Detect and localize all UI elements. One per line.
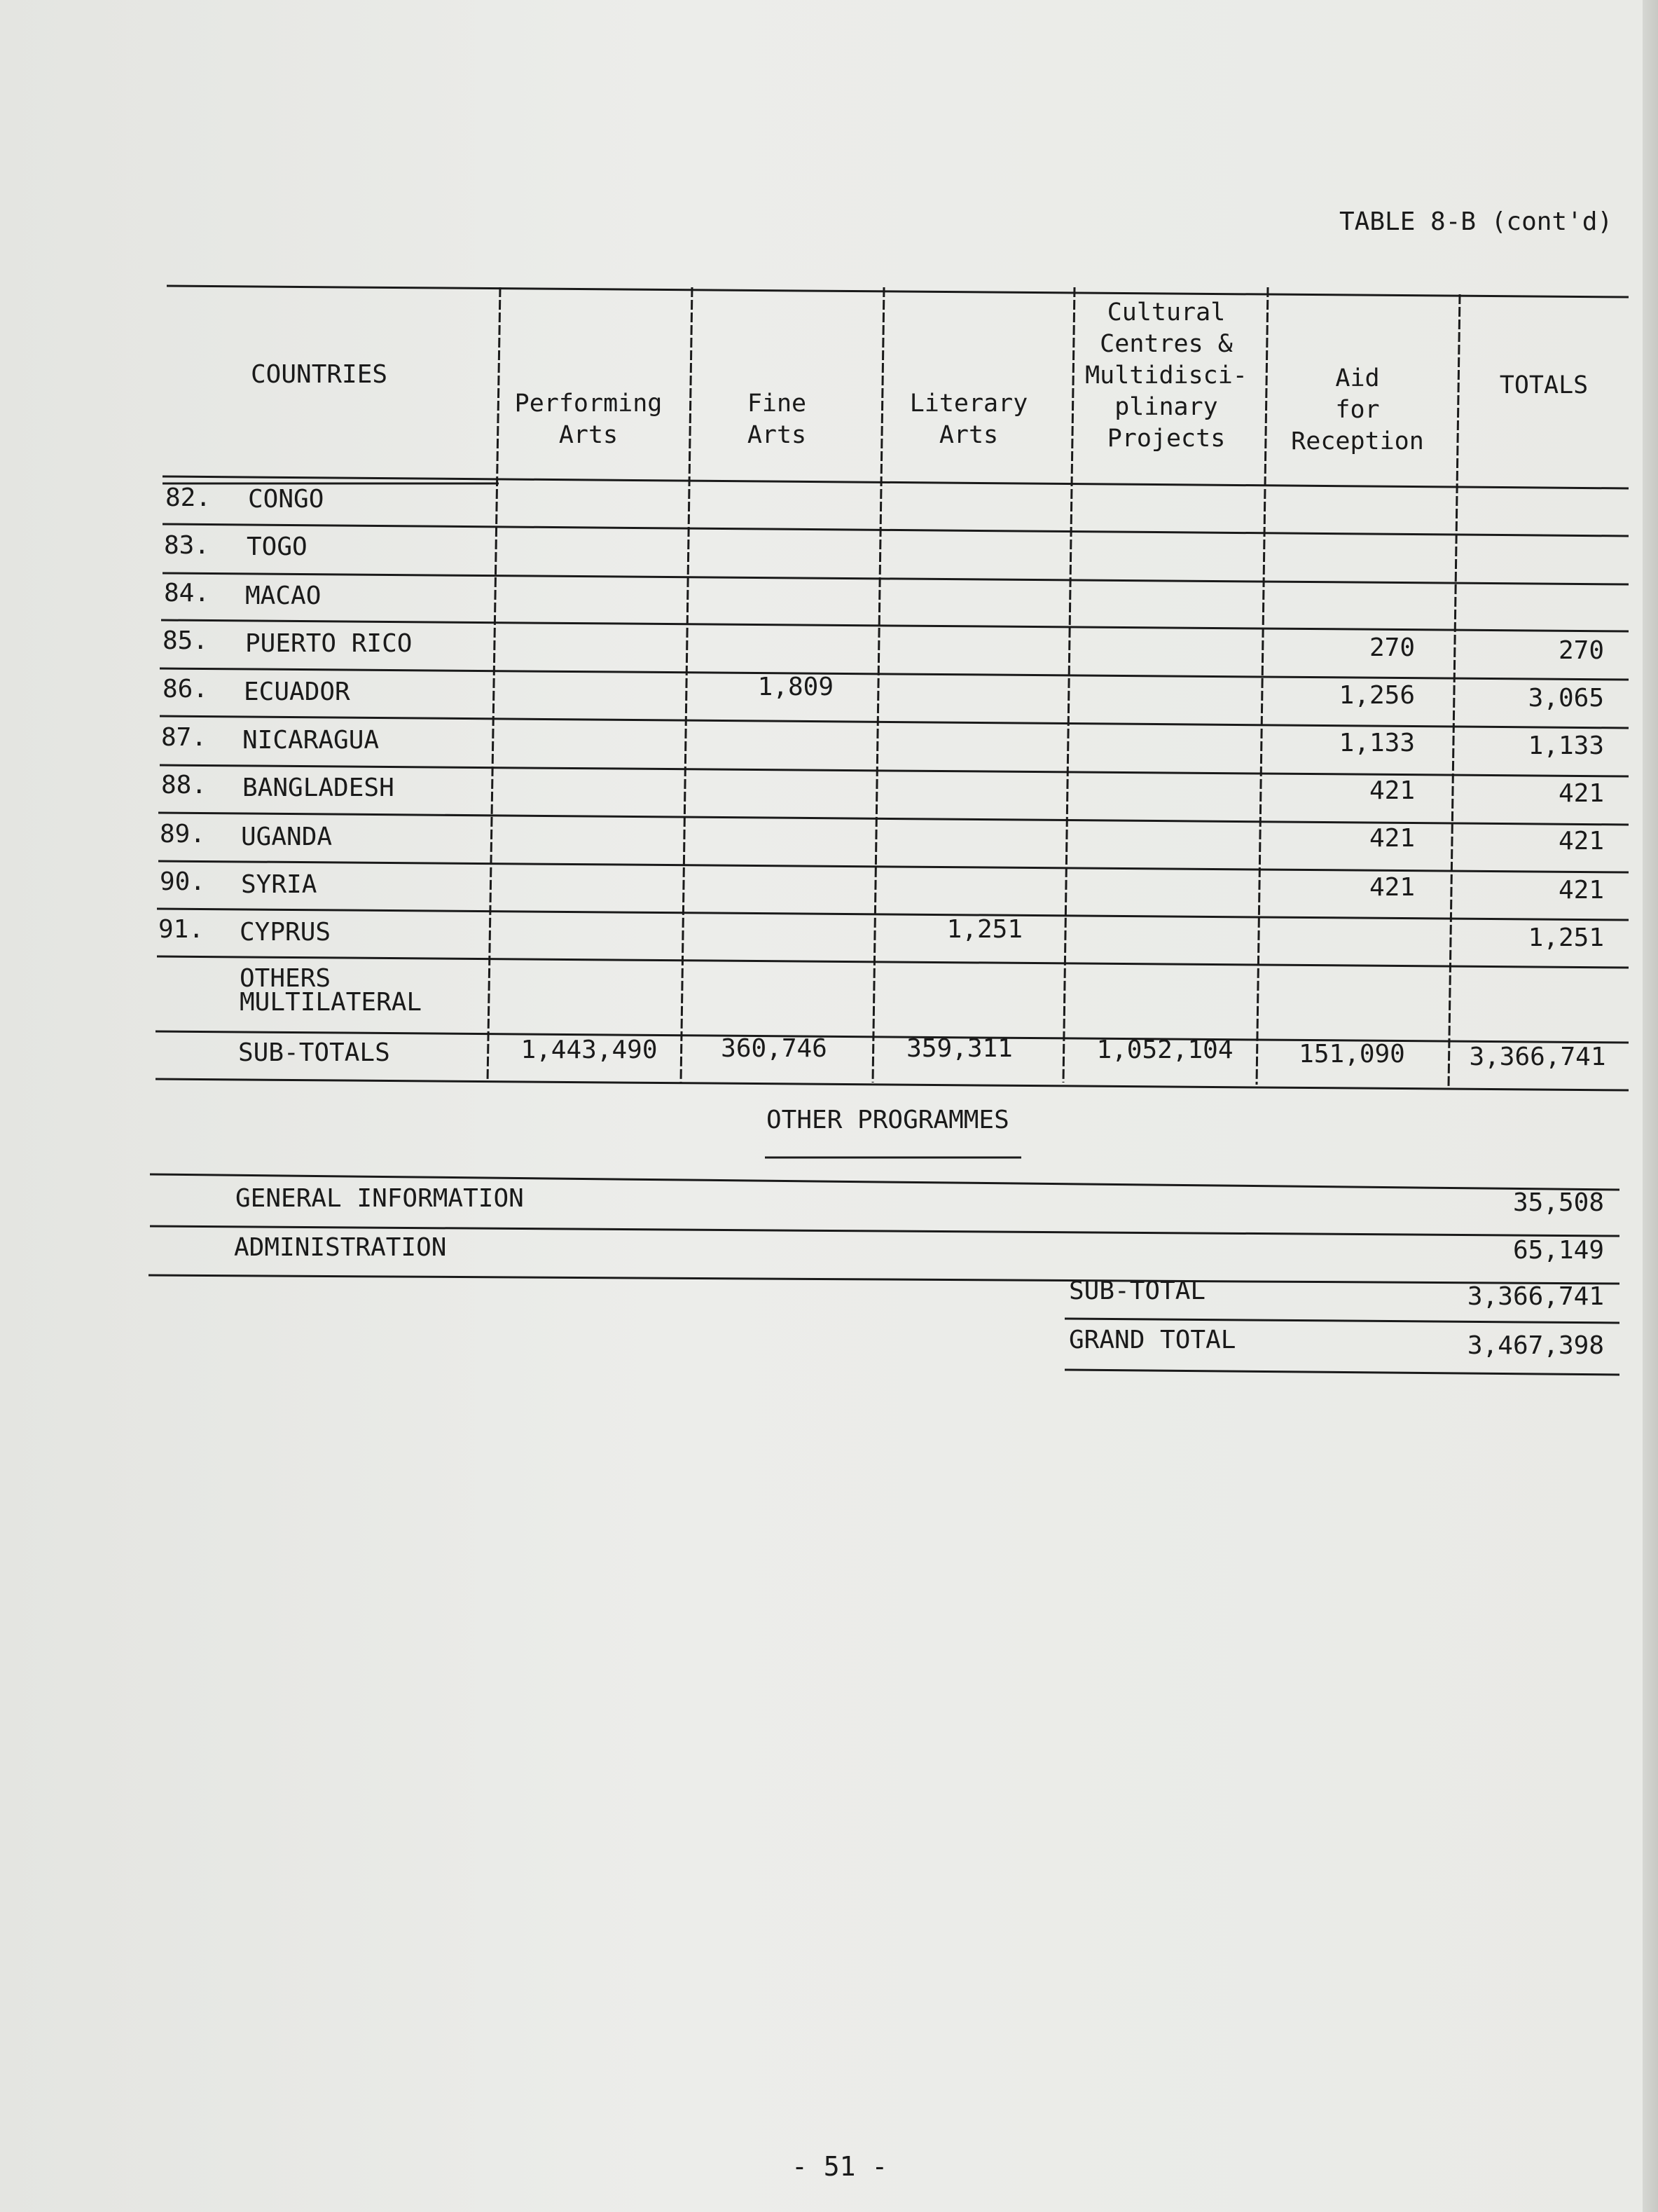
total-value: 1,251: [1528, 923, 1604, 952]
total-value: 421: [1558, 827, 1604, 856]
aid-value: 421: [1369, 824, 1415, 853]
row-number: 88.: [161, 771, 207, 799]
subtotals-label: SUB-TOTALS: [238, 1038, 390, 1067]
administration-value: 65,149: [1512, 1236, 1604, 1265]
table-title: TABLE 8-B (cont'd): [1339, 207, 1613, 236]
total-value: 1,133: [1528, 731, 1604, 760]
sub-total-label: SUB-TOTAL: [1069, 1277, 1206, 1305]
row-number: 91.: [158, 915, 205, 944]
subtotal-cultural-centres: 1,052,104: [1096, 1036, 1234, 1064]
header-countries: COUNTRIES: [251, 360, 388, 389]
grand-total-label: GRAND TOTAL: [1069, 1326, 1236, 1354]
sub-total-value: 3,366,741: [1467, 1282, 1604, 1311]
subtotal-fine-arts: 360,746: [721, 1034, 827, 1063]
country-name: TOGO: [247, 533, 308, 561]
row-number: 89.: [160, 820, 206, 849]
page-number: - 51 -: [792, 2151, 888, 2182]
literary-arts-value: 1,251: [946, 915, 1023, 944]
country-name: SYRIA: [241, 870, 317, 899]
row-number: 85.: [163, 626, 209, 655]
country-name: CONGO: [248, 485, 324, 514]
country-name: PUERTO RICO: [245, 629, 413, 658]
aid-value: 1,133: [1339, 729, 1415, 757]
header-totals: TOTALS: [1499, 371, 1589, 399]
country-name: CYPRUS: [240, 918, 331, 947]
other-programmes-heading: OTHER PROGRAMMES: [766, 1106, 1009, 1134]
general-information-label: GENERAL INFORMATION: [235, 1184, 524, 1213]
general-information-value: 35,508: [1512, 1188, 1604, 1217]
row-number: 87.: [161, 723, 207, 752]
aid-value: 421: [1369, 873, 1415, 902]
row-number: 86.: [163, 675, 209, 703]
country-name: MACAO: [245, 582, 322, 610]
aid-value: 1,256: [1339, 681, 1415, 710]
table-top-rule: [167, 286, 1629, 297]
subtotal-totals: 3,366,741: [1469, 1043, 1606, 1071]
subtotal-performing-arts: 1,443,490: [520, 1036, 658, 1064]
row-number: 84.: [164, 579, 210, 607]
administration-label: ADMINISTRATION: [234, 1233, 447, 1262]
header-aid-for-reception: Aid for Reception: [1291, 364, 1424, 455]
row-number: 90.: [160, 867, 206, 896]
country-name: UGANDA: [241, 823, 333, 851]
header-performing-arts: Performing Arts: [514, 390, 663, 449]
grand-total-value: 3,467,398: [1467, 1331, 1604, 1360]
header-fine-arts: Fine Arts: [747, 390, 807, 449]
aid-value: 270: [1369, 633, 1415, 662]
total-value: 421: [1558, 876, 1604, 905]
header-cultural-centres: Cultural Centres & Multidisci- plinary Projects: [1085, 298, 1248, 453]
row-number: 82.: [165, 483, 212, 512]
total-value: 3,065: [1528, 684, 1604, 713]
country-name: NICARAGUA: [242, 726, 380, 755]
country-name: ECUADOR: [244, 678, 350, 706]
total-value: 270: [1558, 636, 1604, 665]
header-literary-arts: Literary Arts: [909, 390, 1028, 449]
subtotal-literary-arts: 359,311: [906, 1034, 1013, 1063]
subtotal-aid-for-reception: 151,090: [1299, 1040, 1405, 1069]
others-multilateral-label: OTHERS MULTILATERAL: [240, 964, 422, 1017]
total-value: 421: [1558, 779, 1604, 808]
country-name: BANGLADESH: [242, 774, 394, 802]
fine-arts-value: 1,809: [757, 673, 834, 701]
row-number: 83.: [164, 531, 210, 560]
aid-value: 421: [1369, 776, 1415, 805]
